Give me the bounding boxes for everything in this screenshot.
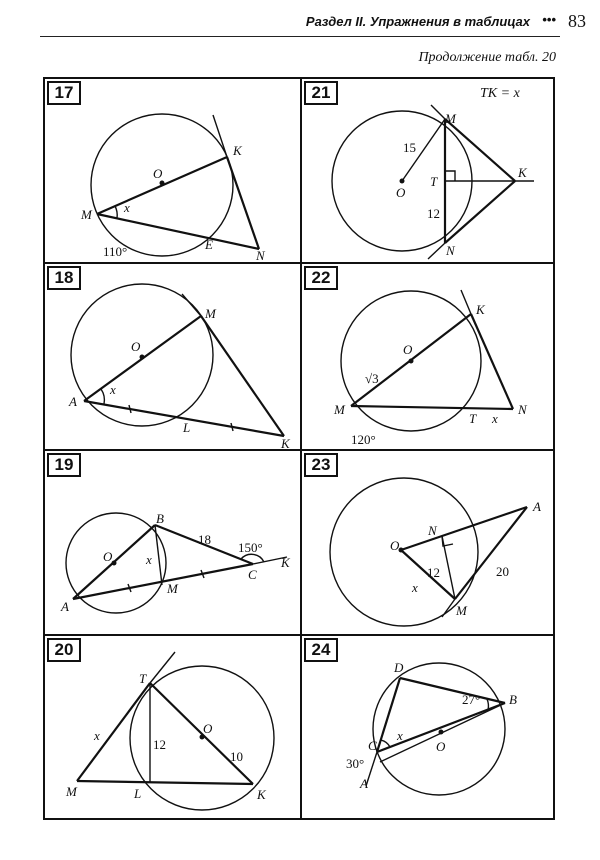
table-continuation: Продолжение табл. 20 <box>418 50 556 65</box>
label-A: A <box>69 394 77 409</box>
figure-24 <box>302 636 553 820</box>
problem-21 <box>302 79 553 262</box>
page-number: 83 <box>568 11 586 31</box>
label-O: O <box>103 549 113 564</box>
header-rule <box>40 36 560 37</box>
label-M: M <box>445 111 456 126</box>
label-K: K <box>281 436 290 451</box>
label-K: K <box>281 555 290 570</box>
label-angle: 150° <box>238 540 263 555</box>
label-L: L <box>134 786 142 801</box>
label-N: N <box>256 248 265 263</box>
label-B: B <box>509 692 517 707</box>
label-side: 20 <box>496 564 509 579</box>
label-M: M <box>66 784 77 799</box>
given-condition: TK = x <box>480 86 520 101</box>
section-dots: ••• <box>542 12 556 27</box>
label-x: x <box>492 411 498 426</box>
problem-18 <box>45 264 300 449</box>
problem-22 <box>302 264 553 449</box>
figure-23 <box>302 451 553 634</box>
label-E: E <box>205 237 213 252</box>
label-M: M <box>205 306 216 321</box>
label-radius: 15 <box>403 140 416 155</box>
label-L: L <box>183 420 191 435</box>
section-title: Раздел II. Упражнения в таблицах <box>305 14 530 29</box>
label-C: C <box>248 567 257 582</box>
figure-18 <box>45 264 300 449</box>
arc-label: 120° <box>351 432 376 447</box>
figure-21 <box>302 79 553 262</box>
label-O: O <box>396 185 406 200</box>
label-O: O <box>203 721 213 736</box>
label-x: x <box>124 200 130 215</box>
label-T: T <box>139 671 147 686</box>
label-K: K <box>233 143 242 158</box>
label-K: K <box>518 165 527 180</box>
problem-20 <box>45 636 300 820</box>
label-O: O <box>131 339 141 354</box>
label-angle: 27° <box>462 692 481 707</box>
figure-17 <box>45 79 300 262</box>
label-B: B <box>156 511 164 526</box>
label-K: K <box>476 302 485 317</box>
label-height: 12 <box>153 737 166 752</box>
label-M: M <box>334 402 345 417</box>
label-height: 12 <box>427 565 440 580</box>
label-N: N <box>446 243 455 258</box>
label-A: A <box>61 599 69 614</box>
figure-20 <box>45 636 300 820</box>
label-N: N <box>518 402 527 417</box>
problem-number: 17 <box>47 81 81 105</box>
problem-number: 22 <box>304 266 338 290</box>
arc-label: 110° <box>103 244 128 259</box>
label-D: D <box>394 660 404 675</box>
label-T: T <box>469 411 477 426</box>
label-chord: 12 <box>427 206 440 221</box>
problem-number: 20 <box>47 638 81 662</box>
problem-23 <box>302 451 553 634</box>
label-C: C <box>368 738 377 753</box>
label-O: O <box>436 739 446 754</box>
problem-number: 24 <box>304 638 338 662</box>
problem-24 <box>302 636 553 820</box>
label-M: M <box>167 581 178 596</box>
figure-22 <box>302 264 553 449</box>
label-O: O <box>153 166 163 181</box>
problem-number: 18 <box>47 266 81 290</box>
problem-number: 23 <box>304 453 338 477</box>
figure-19 <box>45 451 300 634</box>
label-root: √3 <box>365 371 379 386</box>
problem-number: 21 <box>304 81 338 105</box>
label-M: M <box>81 207 92 222</box>
label-O: O <box>390 538 400 553</box>
label-N: N <box>428 523 437 538</box>
label-x: x <box>146 552 152 567</box>
page-header <box>0 0 600 40</box>
label-x: x <box>412 580 418 595</box>
label-x: x <box>110 382 116 397</box>
label-K: K <box>257 787 266 802</box>
label-side: 18 <box>198 532 211 547</box>
arc-label: 30° <box>346 756 365 771</box>
label-O: O <box>403 342 413 357</box>
label-T: T <box>430 174 438 189</box>
exercise-table <box>43 77 555 820</box>
label-radius: 10 <box>230 749 243 764</box>
problem-17 <box>45 79 300 262</box>
problem-number: 19 <box>47 453 81 477</box>
label-A: A <box>360 776 368 791</box>
label-x: x <box>94 728 100 743</box>
problem-19 <box>45 451 300 634</box>
label-M: M <box>456 603 467 618</box>
label-A: A <box>533 499 541 514</box>
label-x: x <box>397 728 403 743</box>
